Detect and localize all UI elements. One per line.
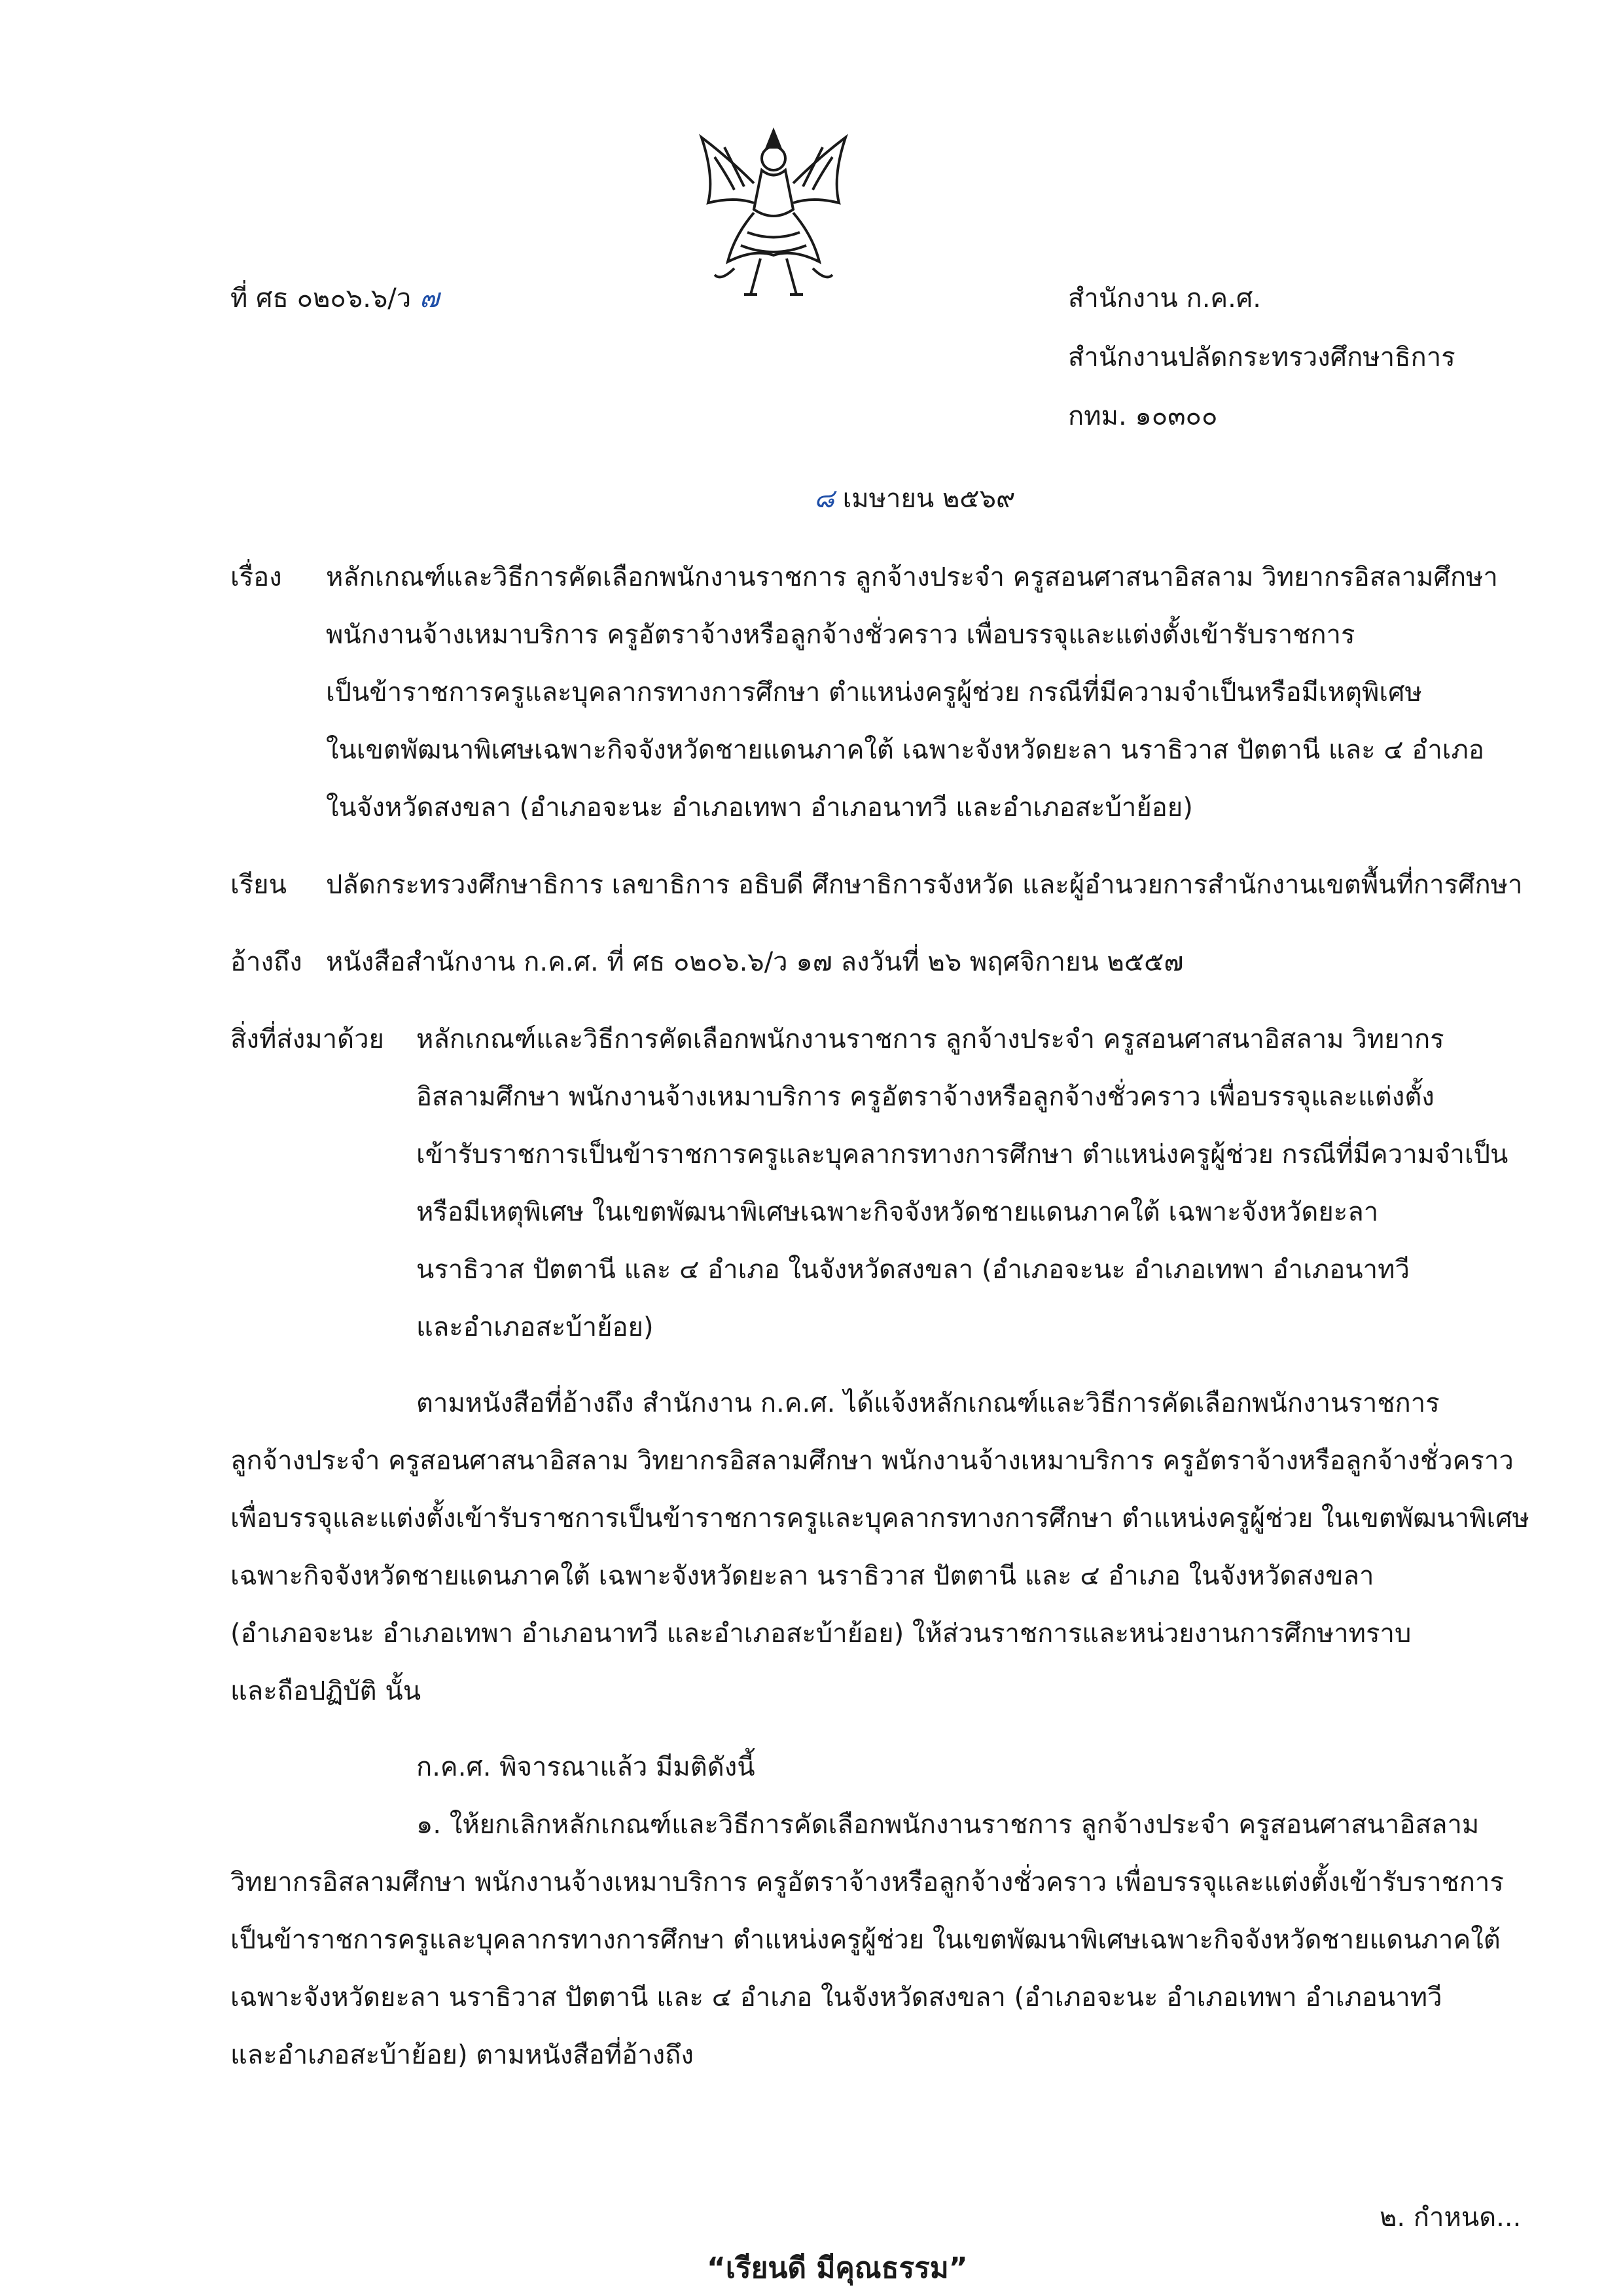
body-line: ตามหนังสือที่อ้างถึง สำนักงาน ก.ค.ศ. ได้แจ้งหลักเกณฑ์และวิธีการคัดเลือกพนักงานราชการ bbox=[416, 1388, 1440, 1418]
item-line: วิทยากรอิสลามศึกษา พนักงานจ้างเหมาบริการ ครูอัตราจ้างหรือลูกจ้างชั่วคราว เพื่อบรรจุและแต่งตั้งเข้ารับราชการ bbox=[230, 1867, 1504, 1897]
enclosure-line: อิสลามศึกษา พนักงานจ้างเหมาบริการ ครูอัตราจ้างหรือลูกจ้างชั่วคราว เพื่อบรรจุและแต่งตั้ง bbox=[416, 1082, 1435, 1112]
date-month-year: เมษายน ๒๕๖๙ bbox=[842, 484, 1016, 514]
subject-line: เป็นข้าราชการครูและบุคลากรทางการศึกษา ตำแหน่งครูผู้ช่วย กรณีที่มีความจำเป็นหรือมีเหตุพิเศษ bbox=[326, 677, 1422, 708]
subject-line: ในเขตพัฒนาพิเศษเฉพาะกิจจังหวัดชายแดนภาคใต้ เฉพาะจังหวัดยะลา นราธิวาส ปัตตานี และ ๔ อำเภอ bbox=[326, 735, 1484, 765]
body-line: ลูกจ้างประจำ ครูสอนศาสนาอิสลาม วิทยากรอิสลามศึกษา พนักงานจ้างเหมาบริการ ครูอัตราจ้างหรือลูกจ้างชั่วคราว bbox=[230, 1446, 1514, 1476]
item-line: และอำเภอสะบ้าย้อย) ตามหนังสือที่อ้างถึง bbox=[230, 2040, 694, 2070]
sender-office: สำนักงาน ก.ค.ศ. bbox=[1068, 283, 1261, 314]
item-line: เป็นข้าราชการครูและบุคลากรทางการศึกษา ตำแหน่งครูผู้ช่วย ในเขตพัฒนาพิเศษเฉพาะกิจจังหวัดชายแดนภาคใต้ bbox=[230, 1925, 1501, 1955]
item-line: ๑. ให้ยกเลิกหลักเกณฑ์และวิธีการคัดเลือกพนักงานราชการ ลูกจ้างประจำ ครูสอนศาสนาอิสลาม bbox=[416, 1810, 1480, 1840]
addressee-text: ปลัดกระทรวงศึกษาธิการ เลขาธิการ อธิบดี ศึกษาธิการจังหวัด และผู้อำนวยการสำนักงานเขตพื้นที่การศึกษา bbox=[326, 870, 1523, 900]
subject-line: พนักงานจ้างเหมาบริการ ครูอัตราจ้างหรือลูกจ้างชั่วคราว เพื่อบรรจุและแต่งตั้งเข้ารับราชการ bbox=[326, 620, 1355, 650]
reference-to-text: หนังสือสำนักงาน ก.ค.ศ. ที่ ศธ ๐๒๐๖.๖/ว ๑๗ ลงวันที่ ๒๖ พฤศจิกายน ๒๕๕๗ bbox=[326, 947, 1184, 977]
document-date bbox=[814, 483, 1015, 514]
enclosure-line: หรือมีเหตุพิเศษ ในเขตพัฒนาพิเศษเฉพาะกิจจังหวัดชายแดนภาคใต้ เฉพาะจังหวัดยะลา bbox=[416, 1197, 1379, 1227]
reference-handwritten-number: ๗ bbox=[419, 283, 440, 314]
footer-motto: “เรียนดี มีคุณธรรม” bbox=[707, 2251, 968, 2285]
sender-address: กทม. ๑๐๓๐๐ bbox=[1068, 401, 1218, 431]
subject-label: เรื่อง bbox=[230, 562, 282, 592]
item-line: เฉพาะจังหวัดยะลา นราธิวาส ปัตตานี และ ๔ อำเภอ ในจังหวัดสงขลา (อำเภอจะนะ อำเภอเทพา อำเภอนาทวี bbox=[230, 1982, 1442, 2013]
addressee-label: เรียน bbox=[230, 870, 287, 900]
body-line: เพื่อบรรจุและแต่งตั้งเข้ารับราชการเป็นข้าราชการครูและบุคลากรทางการศึกษา ตำแหน่งครูผู้ช่วย ในเขตพัฒนาพิเศษ bbox=[230, 1503, 1529, 1534]
enclosure-line: และอำเภอสะบ้าย้อย) bbox=[416, 1312, 654, 1342]
enclosure-label: สิ่งที่ส่งมาด้วย bbox=[230, 1024, 384, 1054]
body-line: และถือปฏิบัติ นั้น bbox=[230, 1676, 421, 1706]
date-day: ๘ bbox=[814, 484, 834, 514]
body-line: (อำเภอจะนะ อำเภอเทพา อำเภอนาทวี และอำเภอสะบ้าย้อย) ให้ส่วนราชการและหน่วยงานการศึกษาทราบ bbox=[230, 1619, 1412, 1649]
enclosure-line: เข้ารับราชการเป็นข้าราชการครูและบุคลากรทางการศึกษา ตำแหน่งครูผู้ช่วย กรณีที่มีความจำเป็น bbox=[416, 1139, 1508, 1170]
reference-to-label: อ้างถึง bbox=[230, 947, 302, 977]
reference-label: ที่ ศธ ๐๒๐๖.๖/ว bbox=[230, 283, 412, 314]
subject-line: ในจังหวัดสงขลา (อำเภอจะนะ อำเภอเทพา อำเภอนาทวี และอำเภอสะบ้าย้อย) bbox=[326, 793, 1193, 823]
enclosure-line: นราธิวาส ปัตตานี และ ๔ อำเภอ ในจังหวัดสงขลา (อำเภอจะนะ อำเภอเทพา อำเภอนาทวี bbox=[416, 1255, 1410, 1285]
garuda-emblem bbox=[688, 118, 859, 308]
sender-department: สำนักงานปลัดกระทรวงศึกษาธิการ bbox=[1068, 342, 1455, 372]
page-continuation: ๒. กำหนด... bbox=[1380, 2202, 1522, 2233]
resolution-intro: ก.ค.ศ. พิจารณาแล้ว มีมติดังนี้ bbox=[416, 1752, 755, 1782]
body-line: เฉพาะกิจจังหวัดชายแดนภาคใต้ เฉพาะจังหวัดยะลา นราธิวาส ปัตตานี และ ๔ อำเภอ ในจังหวัดสงขลา bbox=[230, 1561, 1374, 1591]
document-reference-number bbox=[230, 283, 439, 314]
subject-line: หลักเกณฑ์และวิธีการคัดเลือกพนักงานราชการ ลูกจ้างประจำ ครูสอนศาสนาอิสลาม วิทยากรอิสลามศึกษา bbox=[326, 562, 1498, 592]
enclosure-line: หลักเกณฑ์และวิธีการคัดเลือกพนักงานราชการ ลูกจ้างประจำ ครูสอนศาสนาอิสลาม วิทยากร bbox=[416, 1024, 1444, 1054]
